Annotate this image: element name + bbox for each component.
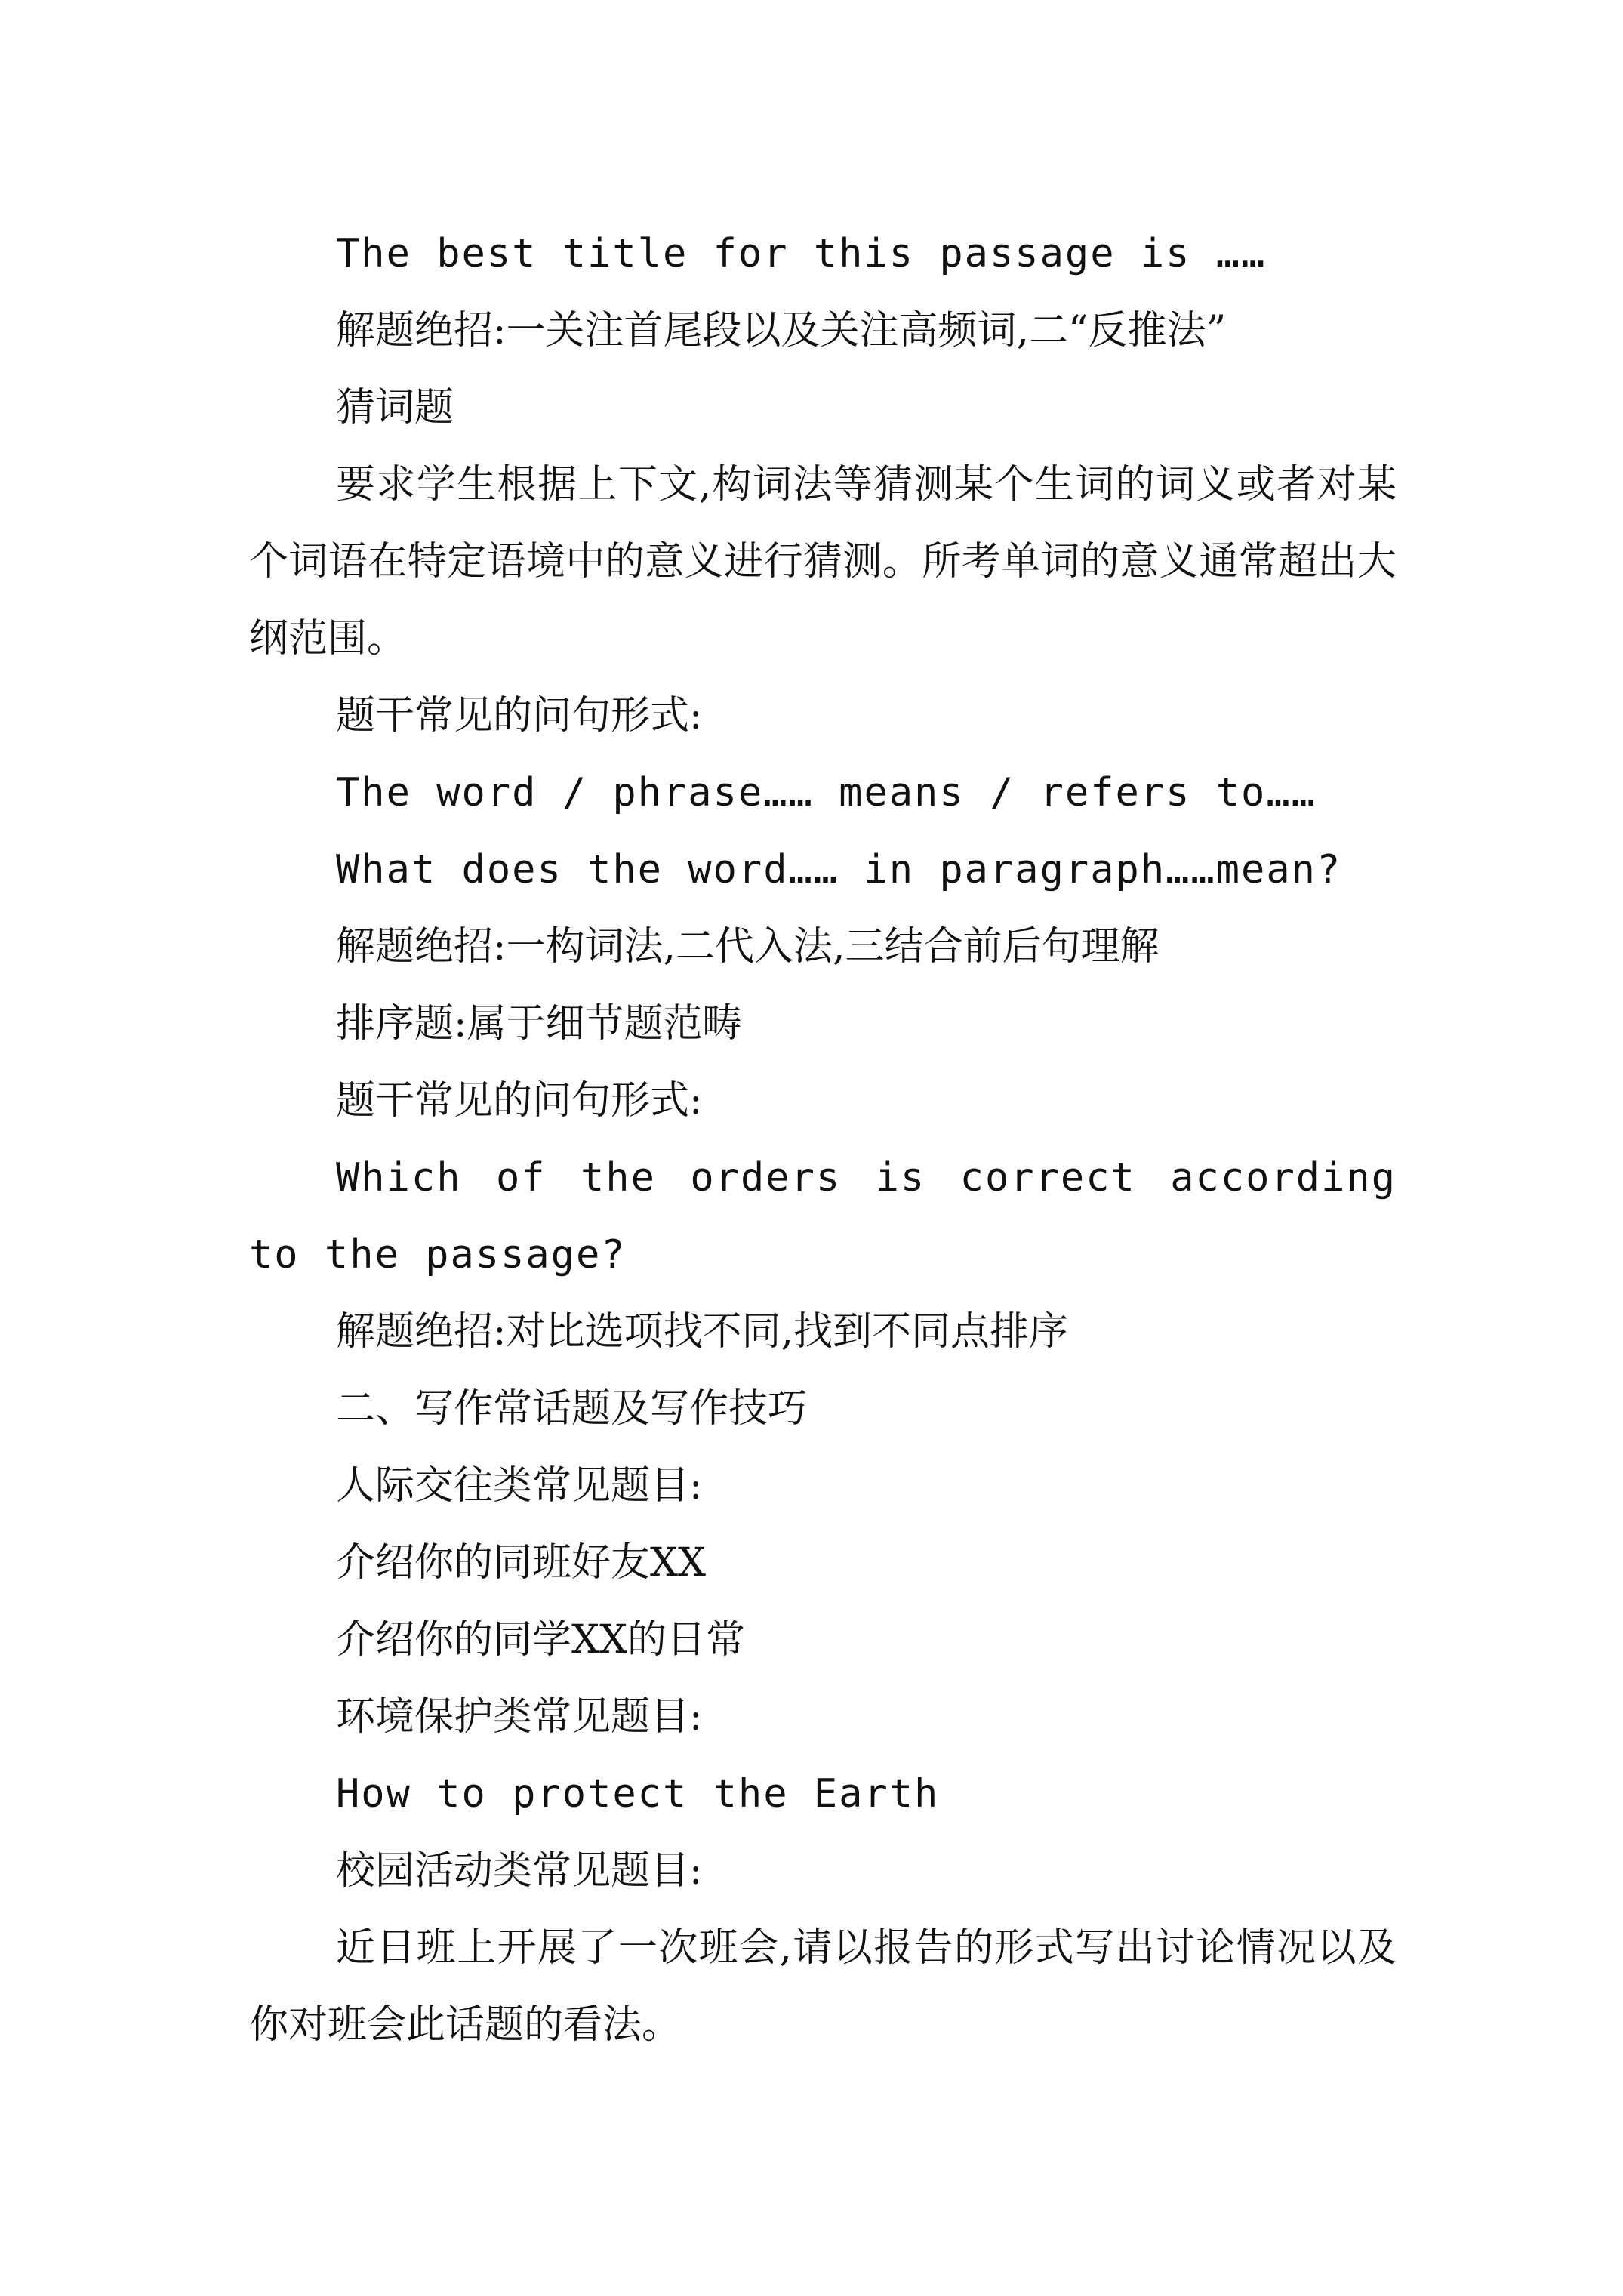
- topic-classmate-daily: 介绍你的同学XX的日常: [336, 1617, 746, 1663]
- topic-class-meeting: 近日班上开展了一次班会,请以报告的形式写出讨论情况以及你对班会此话题的看法。: [249, 1925, 1397, 2048]
- label-campus-activity: 校园活动类常见题目:: [336, 1848, 703, 1894]
- tip-ordering: 解题绝招:对比选项找不同,找到不同点排序: [336, 1309, 1069, 1354]
- label-question-forms-2: 题干常见的问句形式:: [336, 1078, 703, 1123]
- tip-guess-word: 解题绝招:一构词法,二代入法,三结合前后句理解: [336, 924, 1160, 969]
- heading-ordering: 排序题:属于细节题范畴: [336, 1001, 742, 1046]
- section-heading-writing: 二、写作常话题及写作技巧: [336, 1386, 808, 1432]
- label-question-forms-1: 题干常见的问句形式:: [336, 693, 703, 738]
- label-interpersonal: 人际交往类常见题目:: [336, 1463, 703, 1509]
- heading-guess-word: 猜词题: [336, 385, 454, 430]
- document-body: [249, 215, 1397, 2063]
- question-form-what-does: What does the word…… in paragraph……mean?: [336, 847, 1342, 892]
- question-form-word-phrase: The word / phrase…… means / refers to……: [336, 770, 1317, 815]
- topic-protect-earth: How to protect the Earth: [336, 1771, 940, 1817]
- question-form-which-order: Which of the orders is correct according to the passage?: [249, 1155, 1397, 1277]
- paragraph-guess-word-desc: 要求学生根据上下文,构词法等猜测某个生词的词义或者对某个词语在特定语境中的意义进行猜测。所考单词的意义通常超出大纲范围。: [249, 462, 1397, 661]
- tip-title-question: 解题绝招:一关注首尾段以及关注高频词,二“反推法”: [336, 308, 1227, 353]
- question-title-example: The best title for this passage is ……: [336, 231, 1267, 276]
- label-environment: 环境保护类常见题目:: [336, 1694, 703, 1740]
- topic-classmate-friend: 介绍你的同班好友XX: [336, 1540, 707, 1586]
